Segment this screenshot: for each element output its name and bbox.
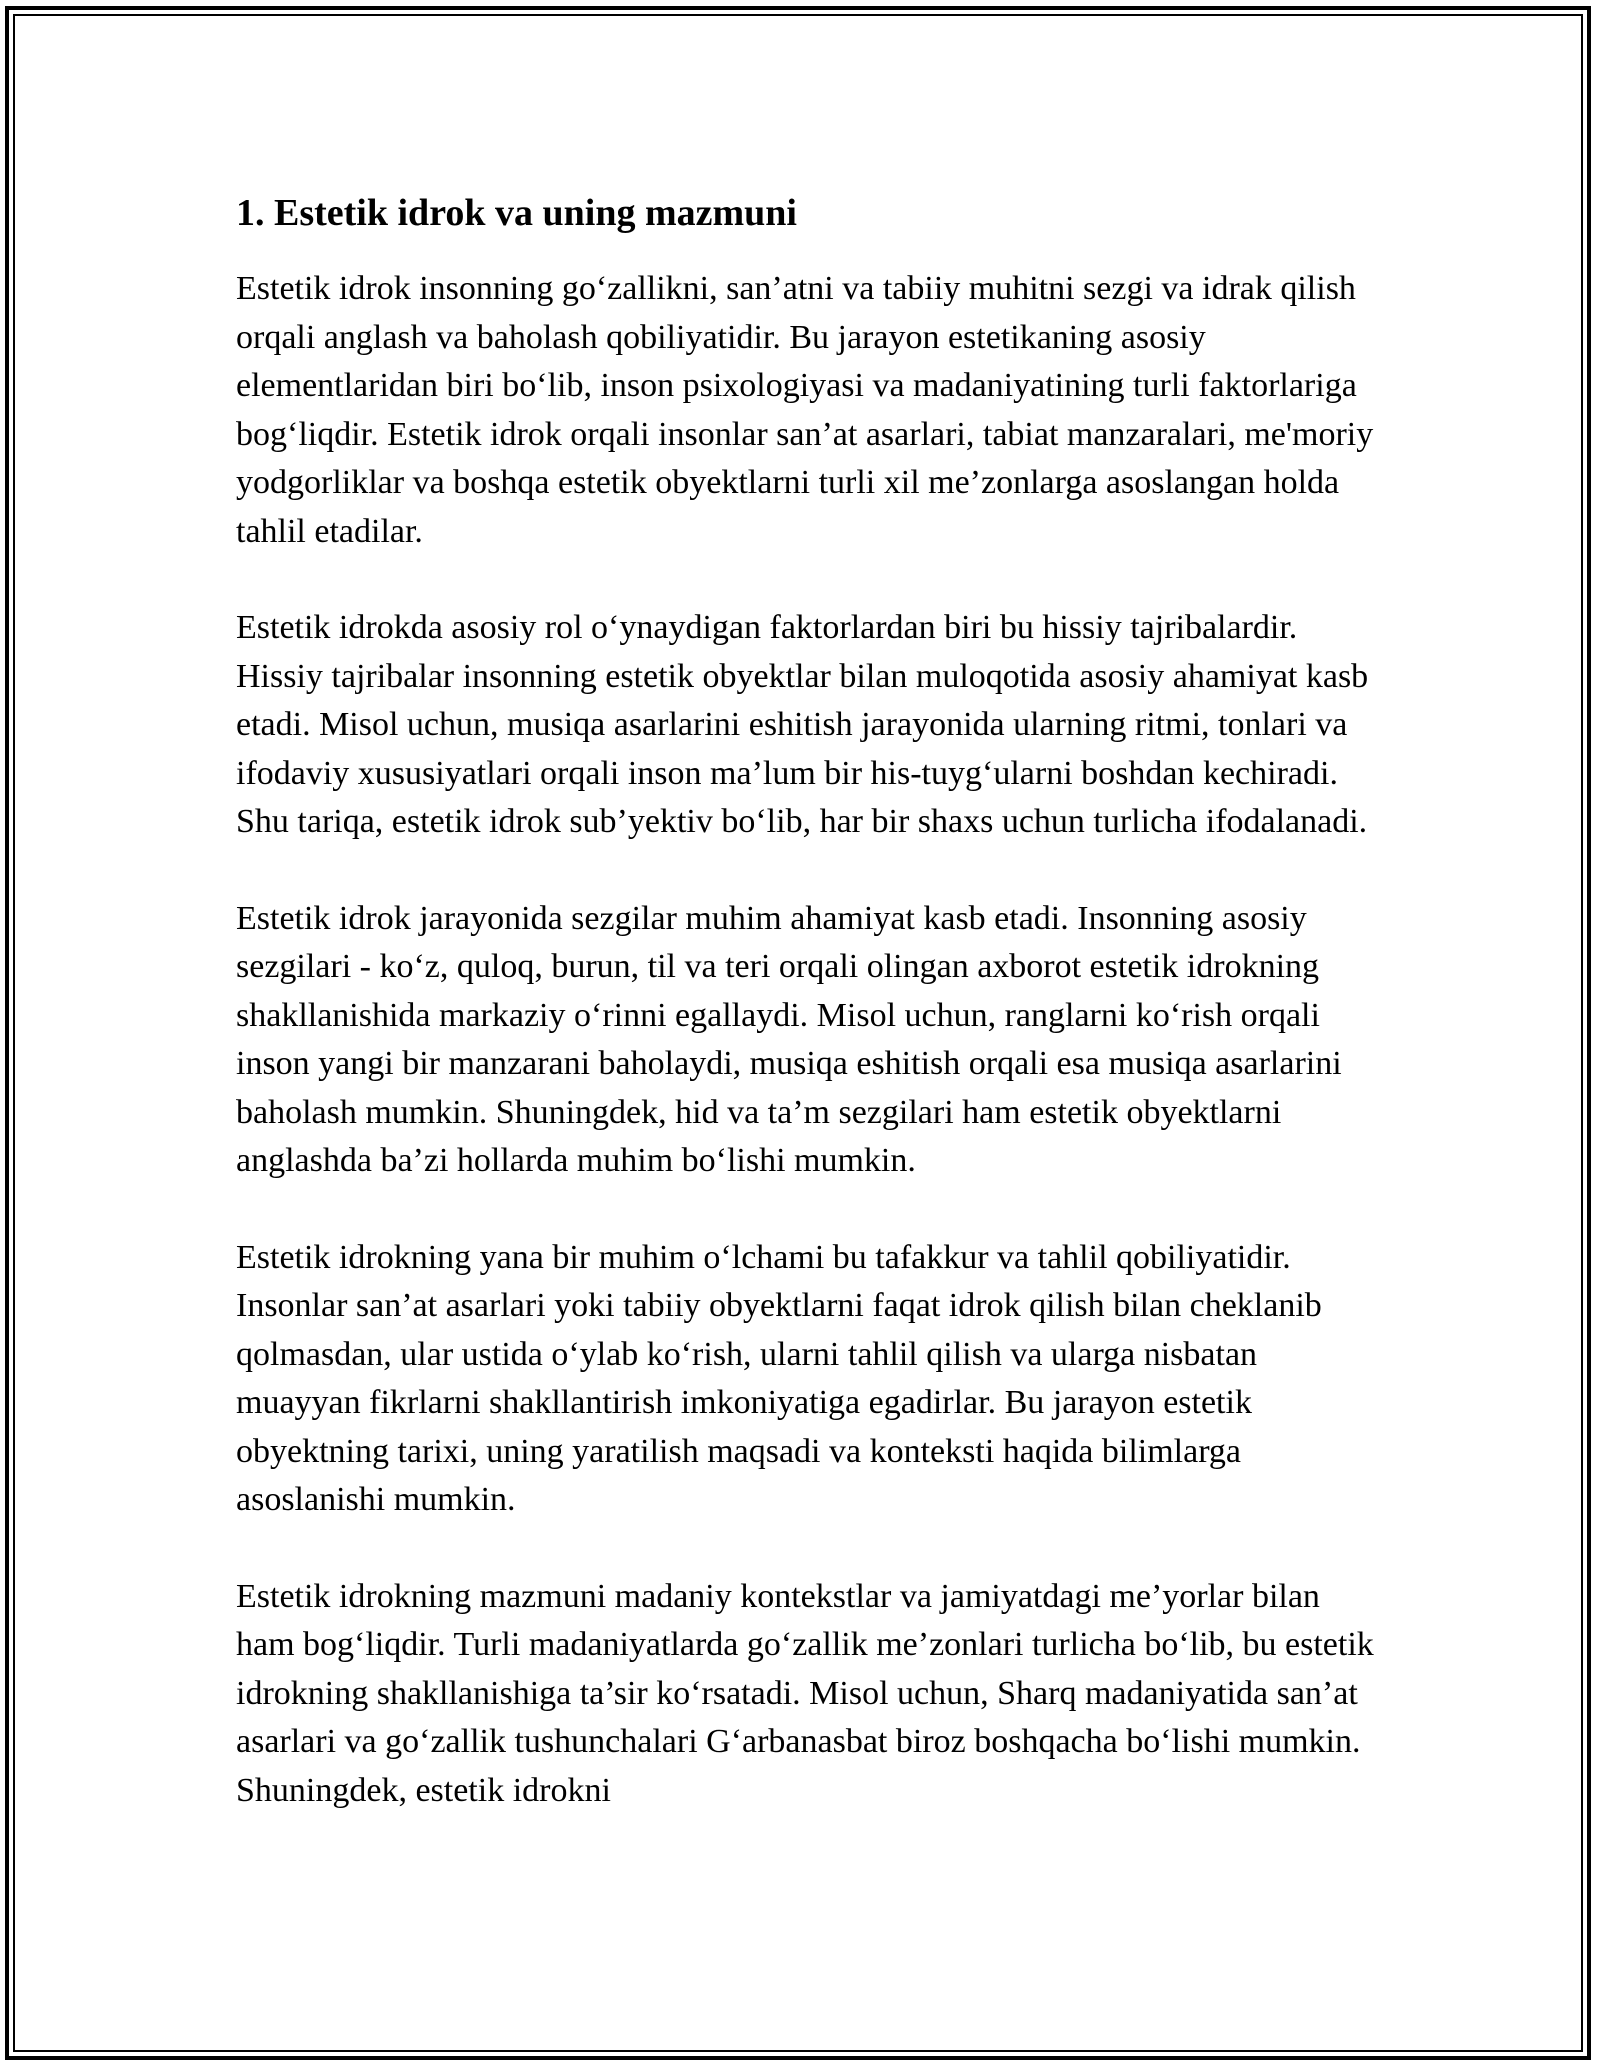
paragraph-2: Estetik idrokda asosiy rol o‘ynaydigan faktorlardan biri bu hissiy tajribalardir. Hissiy tajribalar insonning estetik obyektlar bilan muloqotida asosiy ahamiyat kasb etadi. Misol uchun, musiqa asarlarini eshitish jarayonida ularning ritmi, tonlari va ifodaviy xususiyatlari orqali inson ma’lum bir his-tuyg‘ularni boshdan kechiradi. Shu tariqa, estetik idrok sub’yektiv bo‘lib, har bir shaxs uchun turlicha ifodalanadi.	[236, 609, 1369, 840]
paragraph-5: Estetik idrokning mazmuni madaniy kontekstlar va jamiyatdagi me’yorlar bilan ham bog‘liqdir. Turli madaniyatlarda go‘zallik me’zonlari turlicha bo‘lib, bu estetik idrokning shakllanishiga ta’sir ko‘rsatadi. Misol uchun, Sharq madaniyatida san’at asarlari va go‘zallik tushunchalari G‘arbanasbat biroz boshqacha bo‘lishi mumkin. Shuningdek, estetik idrokni	[236, 1577, 1374, 1809]
document-body	[236, 183, 1386, 1863]
paragraph-4: Estetik idrokning yana bir muhim o‘lchami bu tafakkur va tahlil qobiliyatidir. Insonlar san’at asarlari yoki tabiiy obyektlarni faqat idrok qilish bilan cheklanib qolmasdan, ular ustida o‘ylab ko‘rish, ularni tahlil qilish va ularga nisbatan muayyan fikrlarni shakllantirish imkoniyatiga egadirlar. Bu jarayon estetik obyektning tarixi, uning yaratilish maqsadi va konteksti haqida bilimlarga asoslanishi mumkin.	[236, 1238, 1322, 1518]
paragraph-1: Estetik idrok insonning go‘zallikni, san’atni va tabiiy muhitni sezgi va idrak qilish orqali anglash va baholash qobiliyatidir. Bu jarayon estetikaning asosiy elementlaridan biri bo‘lib, inson psixologiyasi va madaniyatining turli faktorlariga bog‘liqdir. Estetik idrok orqali insonlar san’at asarlari, tabiat manzaralari, me'moriy yodgorliklar va boshqa estetik obyektlarni turli xil me’zonlarga asoslangan holda tahlil etadilar.	[236, 270, 1374, 550]
section-heading: 1. Estetik idrok va uning mazmuni	[236, 192, 797, 234]
paragraph-3: Estetik idrok jarayonida sezgilar muhim ahamiyat kasb etadi. Insonning asosiy sezgilari - ko‘z, quloq, burun, til va teri orqali olingan axborot estetik idrokning shakllanishida markaziy o‘rinni egallaydi. Misol uchun, ranglarni ko‘rish orqali inson yangi bir manzarani baholaydi, musiqa eshitish orqali esa musiqa asarlarini baholash mumkin. Shuningdek, hid va ta’m sezgilari ham estetik obyektlarni anglashda ba’zi hollarda muhim bo‘lishi mumkin.	[236, 899, 1342, 1179]
